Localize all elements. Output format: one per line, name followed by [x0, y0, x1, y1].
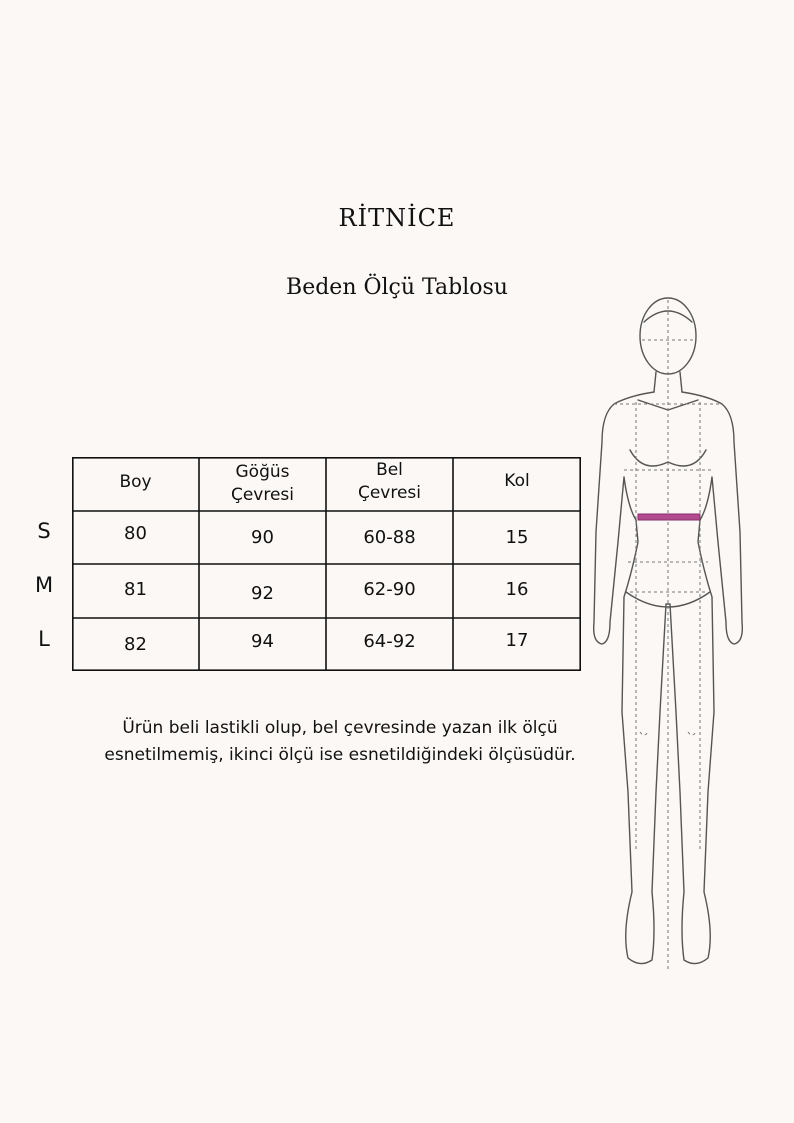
- note-line-1: Ürün beli lastikli olup, bel çevresinde yazan ilk ölçü: [122, 718, 558, 738]
- note-line-2: esnetilmemiş, ikinci ölçü ise esnetildiğindeki ölçüsüdür.: [104, 745, 576, 766]
- header-bel-cevresi: Bel Çevresi: [357, 460, 422, 503]
- cell-l-gogus: 94: [251, 630, 274, 652]
- elastic-waist-note: [50, 715, 630, 769]
- header-gogus-cevresi: Göğüs Çevresi: [230, 462, 295, 505]
- size-label-m: M: [34, 573, 54, 597]
- cell-l-boy: 82: [124, 633, 147, 655]
- cell-s-bel: 60-88: [363, 526, 416, 548]
- cell-m-gogus: 92: [251, 582, 274, 604]
- cell-m-bel: 62-90: [363, 578, 416, 600]
- cell-m-boy: 81: [124, 578, 147, 600]
- header-kol: Kol: [504, 470, 530, 491]
- header-boy: Boy: [119, 471, 152, 492]
- cell-s-kol: 15: [505, 526, 529, 548]
- cell-s-gogus: 90: [251, 526, 274, 548]
- size-label-s: S: [37, 519, 51, 543]
- size-chart-table: [72, 457, 581, 671]
- cell-l-bel: 64-92: [363, 630, 416, 652]
- cell-l-kol: 17: [505, 629, 529, 651]
- cell-s-boy: 80: [124, 522, 147, 544]
- brand-logo: RİTNİCE: [338, 204, 456, 232]
- size-label-l: L: [38, 627, 50, 651]
- fashion-croquis-waist-measure-icon: [588, 292, 778, 982]
- cell-m-kol: 16: [505, 578, 529, 600]
- page-title: Beden Ölçü Tablosu: [286, 275, 508, 300]
